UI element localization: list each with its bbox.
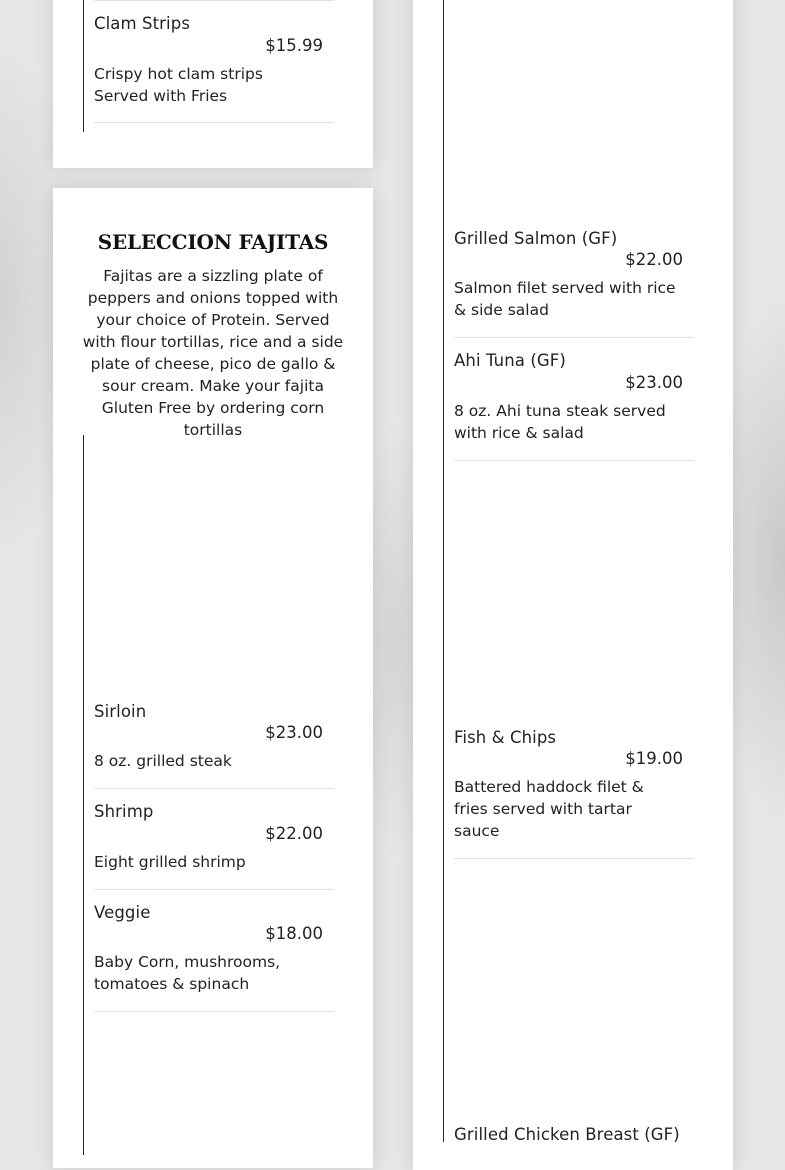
item-separator [94, 1011, 334, 1012]
item-separator [454, 858, 694, 859]
item-name-fish-and-chips: Fish & Chips [454, 728, 557, 747]
item-separator [454, 460, 694, 461]
item-desc-sirloin: 8 oz. grilled steak [94, 752, 232, 770]
item-name-grilled-chicken-breast: Grilled Chicken Breast (GF) [454, 1125, 680, 1144]
item-name-shrimp: Shrimp [94, 802, 154, 821]
item-desc-fish-and-chips: Battered haddock filet & fries served with tartar sauce [454, 778, 644, 840]
item-price-shrimp: $22.00 [265, 824, 323, 843]
item-price-sirloin: $23.00 [265, 723, 323, 742]
item-separator [94, 0, 334, 1]
item-desc-veggie: Baby Corn, mushrooms, tomatoes & spinach [94, 953, 281, 993]
item-desc-grilled-salmon: Salmon filet served with rice & side salad [454, 279, 676, 319]
item-price-veggie: $18.00 [265, 924, 323, 943]
item-name-grilled-salmon: Grilled Salmon (GF) [454, 229, 618, 248]
item-separator [94, 788, 334, 789]
item-separator [454, 337, 694, 338]
item-divider-vertical [443, 0, 444, 1142]
item-price-clam-strips: $15.99 [265, 36, 323, 55]
item-price-grilled-salmon: $22.00 [625, 250, 683, 269]
section-title-fajitas: SELECCION FAJITAS [97, 230, 329, 254]
item-name-ahi-tuna: Ahi Tuna (GF) [454, 351, 566, 370]
item-desc-shrimp: Eight grilled shrimp [94, 853, 246, 871]
section-description-fajitas: Fajitas are a sizzling plate of peppers and onions topped with your choice of Protein. Served with flour tortillas, rice and a side plate of cheese, pico de gallo & sour cream. Make your fajita Gluten Free by ordering corn tortillas [82, 267, 344, 439]
item-separator [94, 889, 334, 890]
item-separator [94, 122, 334, 123]
item-name-clam-strips: Clam Strips [94, 14, 191, 33]
menu-card-entrees [413, 0, 733, 1170]
item-desc-ahi-tuna: 8 oz. Ahi tuna steak served with rice & salad [454, 402, 666, 442]
item-divider-vertical [83, 0, 84, 132]
item-name-veggie: Veggie [94, 903, 151, 922]
item-name-sirloin: Sirloin [94, 702, 147, 721]
item-divider-vertical [83, 435, 84, 1155]
item-desc-clam-strips: Crispy hot clam strips Served with Fries [94, 65, 263, 105]
item-price-ahi-tuna: $23.00 [625, 373, 683, 392]
item-price-fish-and-chips: $19.00 [625, 749, 683, 768]
